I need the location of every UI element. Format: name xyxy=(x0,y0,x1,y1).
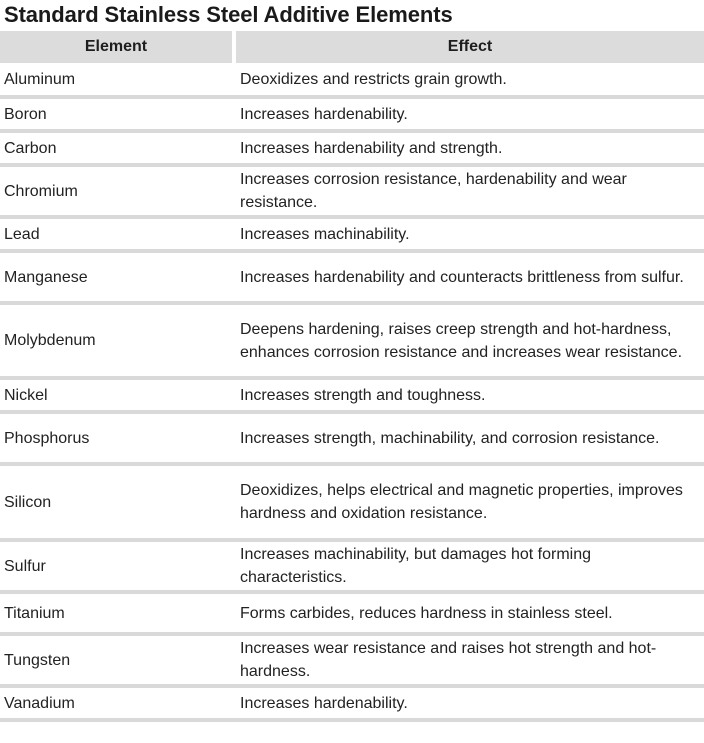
element-cell: Vanadium xyxy=(0,686,234,720)
effect-cell: Deepens hardening, raises creep strength and hot-hardness, enhances corrosion resistance and increases wear resistance. xyxy=(234,303,704,378)
table-row xyxy=(0,303,704,378)
effect-cell: Increases hardenability and strength. xyxy=(234,131,704,165)
effect-cell: Increases strength and toughness. xyxy=(234,378,704,412)
table-row xyxy=(0,540,704,592)
table-row xyxy=(0,378,704,412)
table-row xyxy=(0,131,704,165)
element-cell: Aluminum xyxy=(0,63,234,97)
element-cell: Chromium xyxy=(0,165,234,217)
table-row xyxy=(0,634,704,686)
element-cell: Lead xyxy=(0,217,234,251)
additive-elements-table xyxy=(0,31,704,722)
element-cell: Carbon xyxy=(0,131,234,165)
element-cell: Titanium xyxy=(0,592,234,634)
effect-cell: Deoxidizes, helps electrical and magnetic properties, improves hardness and oxidation resistance. xyxy=(234,464,704,540)
effect-cell: Increases machinability. xyxy=(234,217,704,251)
table-row xyxy=(0,63,704,97)
element-cell: Tungsten xyxy=(0,634,234,686)
table-row xyxy=(0,165,704,217)
table-row xyxy=(0,97,704,131)
effect-cell: Increases corrosion resistance, hardenability and wear resistance. xyxy=(234,165,704,217)
column-header-effect: Effect xyxy=(234,31,704,63)
element-cell: Sulfur xyxy=(0,540,234,592)
element-cell: Boron xyxy=(0,97,234,131)
table-row xyxy=(0,686,704,720)
effect-cell: Increases wear resistance and raises hot strength and hot-hardness. xyxy=(234,634,704,686)
element-cell: Molybdenum xyxy=(0,303,234,378)
table-row xyxy=(0,217,704,251)
effect-cell: Deoxidizes and restricts grain growth. xyxy=(234,63,704,97)
element-cell: Phosphorus xyxy=(0,412,234,464)
table-header-row xyxy=(0,31,704,63)
table-row xyxy=(0,412,704,464)
element-cell: Silicon xyxy=(0,464,234,540)
effect-cell: Increases hardenability and counteracts brittleness from sulfur. xyxy=(234,251,704,303)
effect-cell: Increases machinability, but damages hot forming characteristics. xyxy=(234,540,704,592)
effect-cell: Forms carbides, reduces hardness in stainless steel. xyxy=(234,592,704,634)
table-row xyxy=(0,464,704,540)
table-row xyxy=(0,592,704,634)
page-title: Standard Stainless Steel Additive Elements xyxy=(4,2,453,27)
table-row xyxy=(0,251,704,303)
element-cell: Nickel xyxy=(0,378,234,412)
effect-cell: Increases hardenability. xyxy=(234,686,704,720)
effect-cell: Increases strength, machinability, and corrosion resistance. xyxy=(234,412,704,464)
element-cell: Manganese xyxy=(0,251,234,303)
column-header-element: Element xyxy=(0,31,234,63)
effect-cell: Increases hardenability. xyxy=(234,97,704,131)
